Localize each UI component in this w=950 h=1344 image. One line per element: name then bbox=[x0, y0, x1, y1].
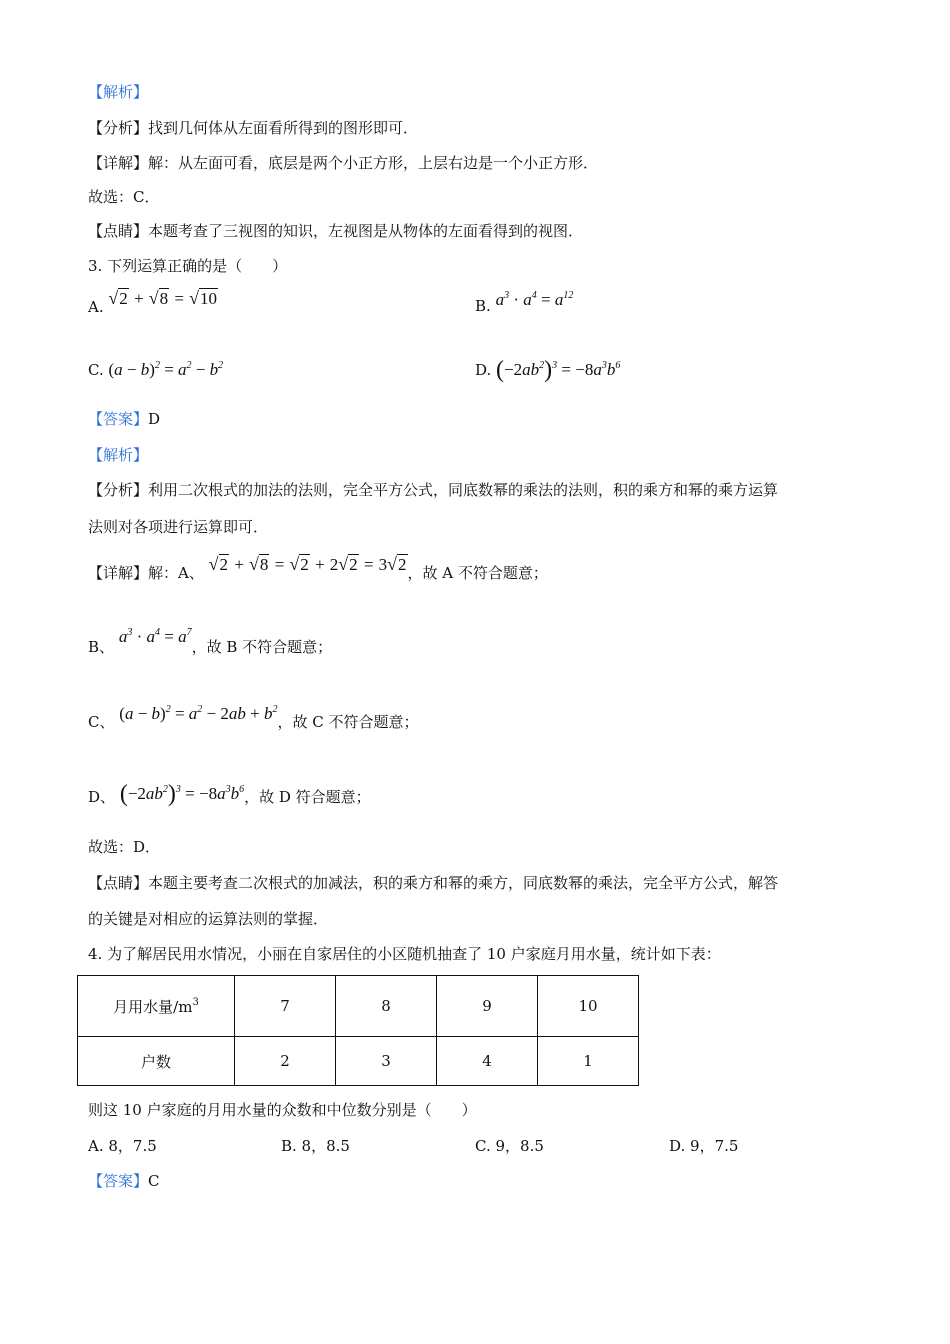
q4-option-a: A. 8，7.5 bbox=[88, 1137, 157, 1155]
q3-tag-xiangjie: 【详解】 bbox=[88, 564, 149, 582]
q3-option-b-formula: $a^3 \cdot a^4 = a^{12}$ bbox=[495, 290, 574, 309]
q2-analysis bbox=[88, 118, 418, 138]
q3-comment-text1: 本题主要考查二次根式的加减法，积的乘方和幂的乘方，同底数幂的乘法，完全平方公式，解答 bbox=[148, 874, 779, 892]
q3-option-b-label: B. bbox=[475, 297, 491, 315]
q4-answer-value: C bbox=[148, 1172, 160, 1190]
q4-option-c: C. 9，8.5 bbox=[475, 1137, 544, 1155]
row1-header-unit-exp: 3 bbox=[192, 996, 199, 1008]
q2-choose: 故选：C． bbox=[88, 188, 160, 206]
tag-jiexi: 【解析】 bbox=[88, 83, 149, 101]
q3-option-d bbox=[475, 357, 621, 383]
q3-option-a-label: A. bbox=[88, 298, 104, 316]
q3-detail-b-formula: $a^3 \cdot a^4 = a^7$ bbox=[118, 627, 192, 646]
q3-tag-dianjing: 【点睛】 bbox=[88, 874, 149, 892]
table-row bbox=[78, 1037, 639, 1086]
tag-fenxi: 【分析】 bbox=[88, 119, 149, 137]
q3-option-a-formula: √2 + √8 = √10 bbox=[108, 288, 218, 308]
q4-option-d: D. 9，7.5 bbox=[669, 1137, 739, 1155]
q3-option-d-formula: $(-2ab^2)^3 = -8a^3b^6$ bbox=[496, 357, 621, 383]
row2-header: 户数 bbox=[78, 1037, 235, 1086]
q3-answer bbox=[88, 409, 160, 429]
q3-comment-line2: 的关键是对相应的运算法则的掌握． bbox=[88, 910, 329, 928]
q3-tag-jiexi: 【解析】 bbox=[88, 446, 149, 464]
q4-question: 则这 10 户家庭的月用水量的众数和中位数分别是（ ） bbox=[88, 1101, 477, 1119]
q2-comment bbox=[88, 221, 583, 241]
q3-detail-a-suffix: ，故 A 不符合题意； bbox=[407, 564, 548, 582]
q3-option-a bbox=[88, 288, 218, 317]
q3-detail-d bbox=[88, 781, 371, 807]
q3-detail-c-suffix: ，故 C 不符合题意； bbox=[277, 713, 419, 731]
table-cell: 10 bbox=[538, 976, 639, 1037]
q3-tag-fenxi: 【分析】 bbox=[88, 481, 149, 499]
row1-header-unit: m bbox=[178, 997, 193, 1016]
q3-detail-b bbox=[88, 627, 333, 657]
q3-detail-c-prefix: C、 bbox=[88, 713, 115, 731]
tag-daan: 【答案】 bbox=[88, 410, 149, 428]
q3-stem: 3. 下列运算正确的是（ ） bbox=[88, 257, 288, 275]
q4-stem: 4. 为了解居民用水情况，小丽在自家居住的小区随机抽查了 10 户家庭月用水量，统计如下表： bbox=[88, 945, 721, 963]
q3-detail-c bbox=[88, 704, 419, 732]
q2-analysis-text: 找到几何体从左面看所得到的图形即可． bbox=[148, 119, 419, 137]
q3-detail-c-formula: $(a - b)^2 = a^2 - 2ab + b^2$ bbox=[119, 704, 278, 723]
table-cell: 8 bbox=[336, 976, 437, 1037]
q4-tag-daan: 【答案】 bbox=[88, 1172, 149, 1190]
q2-detail bbox=[88, 153, 598, 173]
table-cell: 1 bbox=[538, 1037, 639, 1086]
q4-answer bbox=[88, 1171, 160, 1191]
table-cell: 4 bbox=[437, 1037, 538, 1086]
water-usage-table bbox=[77, 975, 639, 1086]
tag-dianjing: 【点睛】 bbox=[88, 222, 149, 240]
q2-comment-text: 本题考查了三视图的知识，左视图是从物体的左面看得到的视图． bbox=[148, 222, 584, 240]
table-cell: 7 bbox=[235, 976, 336, 1037]
q3-comment-line1 bbox=[88, 873, 778, 893]
q2-detail-text: 解：从左面可看，底层是两个小正方形，上层右边是一个小正方形． bbox=[148, 154, 599, 172]
table-cell: 9 bbox=[437, 976, 538, 1037]
row1-header-label: 月用水量/ bbox=[113, 997, 179, 1016]
table-cell: 2 bbox=[235, 1037, 336, 1086]
q3-analysis-line1 bbox=[88, 480, 778, 500]
q3-option-c-formula: $(a - b)^2 = a^2 - b^2$ bbox=[108, 360, 224, 379]
q3-detail-b-suffix: ，故 B 不符合题意； bbox=[191, 638, 333, 656]
q3-option-c-label: C. bbox=[88, 361, 104, 379]
q3-option-d-label: D. bbox=[475, 361, 492, 379]
q3-detail-b-prefix: B、 bbox=[88, 638, 115, 656]
q3-analysis-line2: 法则对各项进行运算即可． bbox=[88, 518, 269, 536]
q3-detail-d-formula: $(-2ab^2)^3 = -8a^3b^6$ bbox=[119, 781, 245, 807]
q3-detail-prefix: 解：A、 bbox=[148, 564, 204, 582]
q3-option-c bbox=[88, 360, 223, 380]
q3-answer-value: D bbox=[148, 410, 161, 428]
q3-detail-a-formula: √2 + √8 = √2 + 2√2 = 3√2 bbox=[208, 554, 407, 574]
row1-header bbox=[78, 976, 235, 1037]
table-row bbox=[78, 976, 639, 1037]
q4-option-b: B. 8，8.5 bbox=[281, 1137, 350, 1155]
q3-detail-d-prefix: D、 bbox=[88, 788, 116, 806]
tag-xiangjie: 【详解】 bbox=[88, 154, 149, 172]
q3-option-b bbox=[475, 290, 574, 316]
q3-detail-d-suffix: ，故 D 符合题意； bbox=[244, 788, 371, 806]
q3-choose: 故选：D． bbox=[88, 838, 161, 856]
q3-detail-a bbox=[88, 554, 548, 583]
q3-analysis-text1: 利用二次根式的加法的法则，完全平方公式，同底数幂的乘法的法则，积的乘方和幂的乘方运算 bbox=[148, 481, 779, 499]
table-cell: 3 bbox=[336, 1037, 437, 1086]
